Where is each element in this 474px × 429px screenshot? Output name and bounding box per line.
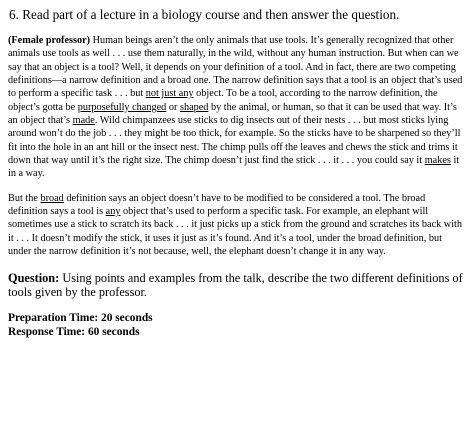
lecture-text: . Wild chimpanzees use sticks to dig insects out of their nests . . . but most sticks lying around won’t do the job . . . they might be too thick, for example. So the sticks have to be sharpened so they’ll fit into the hole in an ant hill or the insect nest. The chimp pulls off the leaves and chews the stick and trims it down that way until it’s the right size. The chimp doesn’t just find the stick . . . it . . . you could say it	[8, 115, 461, 167]
emphasis-text: broad	[40, 192, 64, 204]
question-label: Question:	[8, 270, 60, 285]
question-prompt	[8, 271, 466, 300]
question-heading: 6. Read part of a lecture in a biology course and then answer the question.	[9, 7, 400, 22]
emphasis-text: not just any	[145, 88, 194, 100]
lecture-text: object that’s used to perform a specific task. For example, an elephant will sometimes use a stick to scratch its back . . . it just picks up a stick from the ground and scratches its back with it . . . It doesn’t modify the stick, it uses it just as it’s found. And it’s a tool, under the broad definition, but under the narrow definition it’s not because, well, the elephant doesn’t change it in any way.	[8, 206, 463, 258]
lecture-text: But the	[8, 192, 41, 204]
emphasis-text: purposefully changed	[77, 101, 167, 113]
emphasis-text: any	[105, 206, 121, 218]
emphasis-text: makes	[424, 155, 451, 167]
preparation-time: Preparation Time: 20 seconds	[8, 311, 153, 324]
question-text: Using points and examples from the talk, describe the two different definitions of tools given by the professor.	[8, 270, 463, 300]
response-time: Response Time: 60 seconds	[8, 325, 140, 338]
emphasis-text: shaped	[179, 101, 209, 113]
lecture-paragraph-1	[8, 34, 466, 181]
lecture-text: it in a way.	[8, 155, 460, 180]
lecture-text: definition says an object doesn’t have to be modified to be considered a tool. The broad definition says a tool is	[8, 192, 426, 218]
speaker-label: (Female professor)	[8, 35, 91, 46]
lecture-text: by the animal, or human, so that it can be used that way. It’s an object that’s	[8, 101, 457, 127]
emphasis-text: made	[72, 115, 95, 127]
lecture-text: or	[166, 101, 180, 113]
lecture-paragraph-2	[8, 192, 466, 259]
lecture-text: object. To be a tool, according to the narrow definition, the object’s gotta be	[8, 88, 438, 113]
lecture-text: Human beings aren’t the only animals that use tools. It’s generally recognized that other animals use tools as well . . . use them naturally, in the wild, without any human instruction. But when can we say that an object is a tool? Well, it depends on your definition of a tool. And in fact, there are two competing definitions—a narrow definition and a broad one. The narrow definition says that a tool is an object that’s used to perform a specific task . . . but	[8, 35, 463, 100]
